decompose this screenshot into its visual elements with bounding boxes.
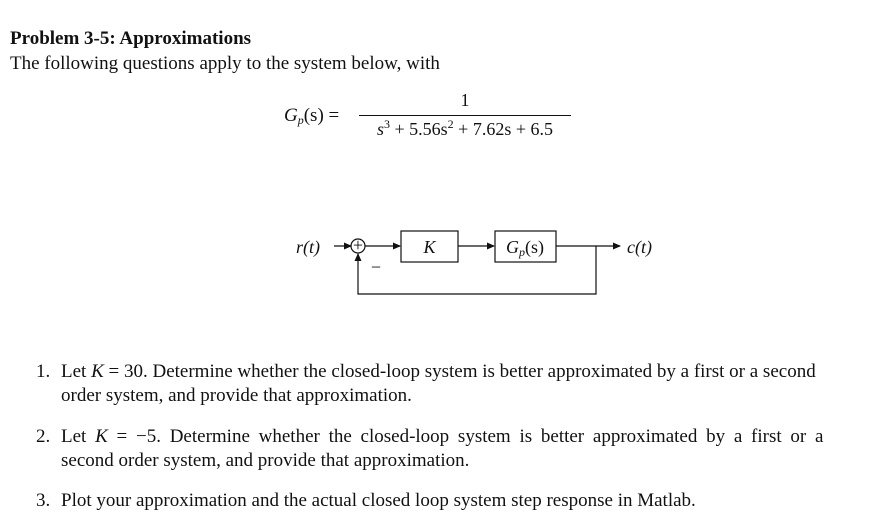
equation-denominator: $s^3 + 5.56s^2 + 7.62s + 6.5$ [377,117,553,139]
sum-plus-sign: + [352,235,364,255]
output-label: c(t) [627,237,652,257]
question-number: 2. [36,426,51,447]
feedback-path [358,246,596,294]
equation-lhs: $G_p(s)$ = [284,105,340,127]
input-label: r(t) [296,237,320,257]
question-number: 3. [36,490,51,511]
sum-minus-sign: − [370,257,382,277]
intro-text: The following questions apply to the system below, with [10,53,440,74]
question-number: 1. [36,361,51,382]
gain-block-label: K [423,237,436,257]
plant-block-label: Gp(s) [506,237,544,259]
equation-numerator: 1 [460,90,470,110]
problem-title: Problem 3-5: Approximations [10,28,252,49]
